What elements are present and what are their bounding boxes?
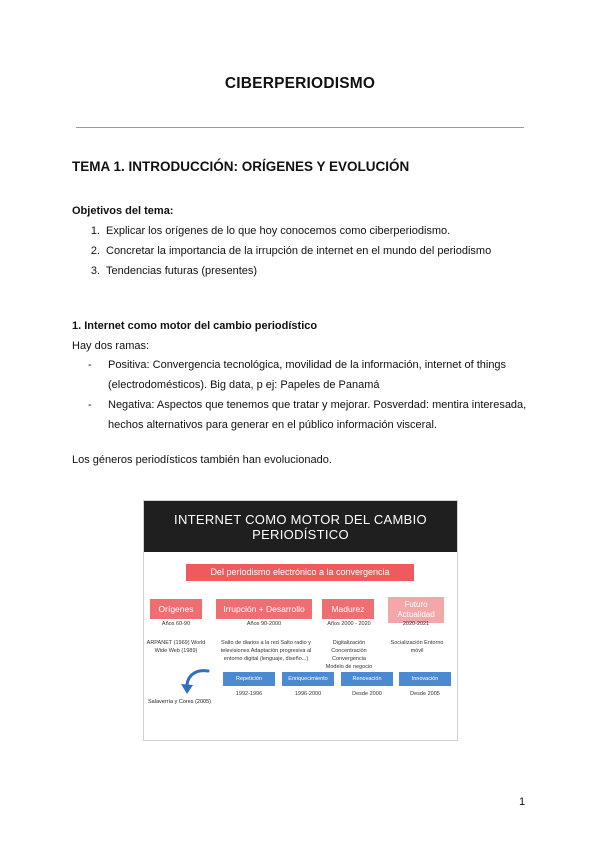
phase-innovacion: Innovación [399,672,451,686]
document-title: CIBERPERIODISMO [224,75,376,92]
list-item [88,355,528,395]
stage-years: Años 90-2000 [246,621,282,627]
slide-title-line1: INTERNET COMO MOTOR DEL CAMBIO [174,512,427,527]
stage-irrupcion: Irrupción + Desarrollo [216,599,312,619]
stage-description: Digitalización Concentración Convergencia Modelo de negocio [325,640,373,670]
phase-years: Desde 2005 [410,691,440,697]
ramas-list [88,355,528,435]
stage-futuro-line1: Futuro [404,600,428,609]
phase-enriquecimiento: Enriquecimiento [282,672,334,686]
stage-futuro [388,597,444,623]
stage-years: Años 60-90 [161,621,191,627]
generos-paragraph: Los géneros periodísticos también han evolucionado. [72,454,332,466]
stage-description: Salto de diarios a la red Salto radio y televisiones Adaptación progresiva al entorno digital (lenguaje, diseño...) [220,640,312,662]
stage-years: Años 2000 - 2020 [327,621,371,627]
stage-description: ARPANET (1969) World Wide Web (1989) [146,640,206,654]
stage-years: 2020-2021 [402,621,430,627]
stage-madurez: Madurez [322,599,374,619]
section-heading: 1. Internet como motor del cambio periodístico [72,320,318,332]
slide-credit: Salaverría y Cores (2005) [148,699,211,705]
list-dash: - [88,399,92,411]
list-item [72,261,542,281]
list-text: Positiva: Convergencia tecnológica, movilidad de la información, internet of things (electrodomésticos). Big data, p ej: Papeles de Panamá [108,359,507,391]
stage-description: Socialización Entorno móvil [390,640,444,654]
list-number: 3. [90,265,100,277]
list-number: 1. [90,225,100,237]
list-text: Tendencias futuras (presentes) [106,265,258,277]
list-text: Explicar los orígenes de lo que hoy conocemos como ciberperiodismo. [106,225,451,237]
phase-years: 1992-1996 [235,691,263,697]
slide-header [144,501,457,552]
slide-banner: Del periodismo electrónico a la convergencia [186,564,414,581]
phase-years: Desde 2000 [352,691,382,697]
ramas-intro: Hay dos ramas: [72,340,150,352]
embedded-slide [143,500,458,741]
objectives-list [72,221,542,281]
curved-arrow-icon [178,667,212,697]
page-number: 1 [519,796,526,808]
phase-years: 1996-2000 [294,691,322,697]
stage-origenes: Orígenes [150,599,202,619]
list-item [88,395,528,435]
list-text: Negativa: Aspectos que tenemos que tratar y mejorar. Posverdad: mentira interesada, hechos alternativos para generar en el público información visceral. [108,399,527,431]
tema-heading: TEMA 1. INTRODUCCIÓN: ORÍGENES Y EVOLUCIÓN [72,159,410,174]
phase-renovacion: Renovación [341,672,393,686]
list-text: Concretar la importancia de la irrupción de internet en el mundo del periodismo [106,245,492,257]
stage-futuro-line2: Actualidad [397,610,435,619]
objectives-title: Objetivos del tema: [72,205,174,217]
phase-repeticion: Repetición [223,672,275,686]
list-item [72,221,542,241]
title-divider [76,127,524,128]
slide-title-line2: PERIODÍSTICO [252,527,349,542]
list-dash: - [88,359,92,371]
list-number: 2. [90,245,100,257]
list-item [72,241,542,261]
